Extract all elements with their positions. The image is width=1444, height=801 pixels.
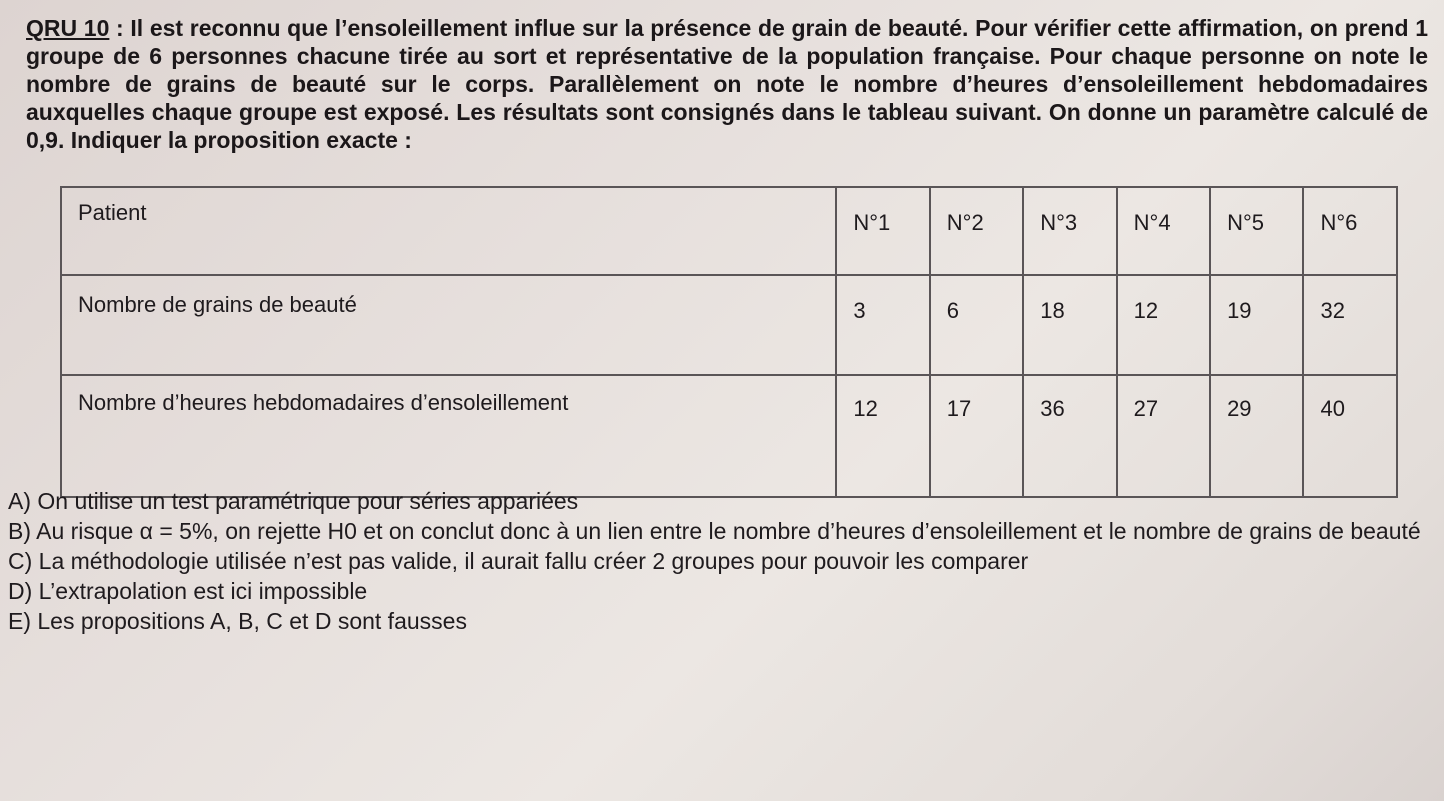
option-b: B) Au risque α = 5%, on rejette H0 et on conclut donc à un lien entre le nombre d’heures d’ensoleillement et le nombre de grains de beauté — [8, 518, 1421, 544]
header-cell: N°1 — [836, 187, 929, 275]
header-cell: N°4 — [1117, 187, 1210, 275]
table-row — [61, 275, 1397, 375]
header-label-cell: Patient — [61, 187, 836, 275]
question-statement — [26, 14, 1428, 154]
table-cell: 18 — [1023, 275, 1116, 375]
row-label-cell: Nombre d’heures hebdomadaires d’ensoleillement — [61, 375, 836, 497]
header-cell: N°2 — [930, 187, 1023, 275]
table-cell: 27 — [1117, 375, 1210, 497]
table-cell: 12 — [836, 375, 929, 497]
table-header-row — [61, 187, 1397, 275]
header-cell: N°5 — [1210, 187, 1303, 275]
question-separator: : — [109, 15, 131, 41]
table-cell: 17 — [930, 375, 1023, 497]
option-d: D) L’extrapolation est ici impossible — [8, 578, 368, 604]
row-label-cell: Nombre de grains de beauté — [61, 275, 836, 375]
option-a: A) On utilise un test paramétrique pour séries appariées — [8, 488, 579, 514]
table-cell: 6 — [930, 275, 1023, 375]
option-e: E) Les propositions A, B, C et D sont fausses — [8, 608, 467, 634]
table-cell: 36 — [1023, 375, 1116, 497]
table-cell: 29 — [1210, 375, 1303, 497]
header-cell: N°6 — [1303, 187, 1397, 275]
question-number: QRU 10 — [26, 15, 110, 41]
table-cell: 3 — [836, 275, 929, 375]
table-cell: 32 — [1303, 275, 1397, 375]
table-row — [61, 375, 1397, 497]
question-text: Il est reconnu que l’ensoleillement influe sur la présence de grain de beauté. Pour vérifier cette affirmation, on prend 1 groupe de 6 personnes chacune tirée au sort et représentative de la population française. Pour chaque personne on note le nombre de grains de beauté sur le corps. Parallèlement on note le nombre d’heures d’ensoleillement hebdomadaires auxquelles chaque groupe est exposé. Les résultats sont consignés dans le tableau suivant. On donne un paramètre calculé de 0,9. Indiquer la proposition exacte : — [26, 15, 1428, 153]
results-table — [60, 186, 1398, 498]
header-cell: N°3 — [1023, 187, 1116, 275]
table-cell: 19 — [1210, 275, 1303, 375]
option-c: C) La méthodologie utilisée n’est pas valide, il aurait fallu créer 2 groupes pour pouvoir les comparer — [8, 548, 1029, 574]
table-cell: 40 — [1303, 375, 1397, 497]
table-cell: 12 — [1117, 275, 1210, 375]
answer-options — [8, 486, 1438, 636]
